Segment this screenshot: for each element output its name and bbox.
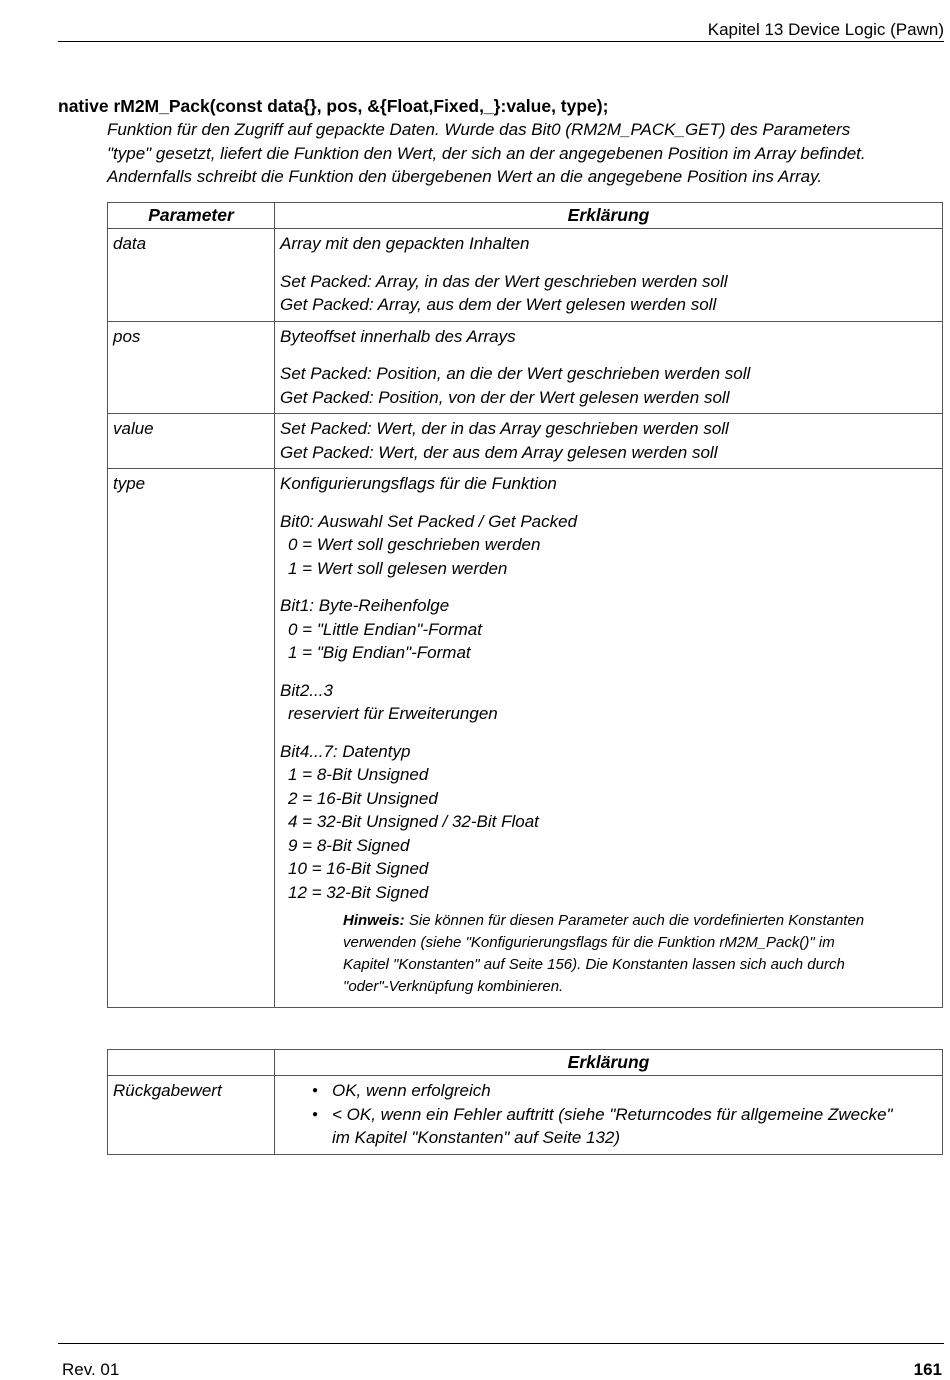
list-item: [280, 1103, 938, 1150]
text-line: 0 = Wert soll geschrieben werden: [288, 535, 541, 554]
text-line: Bit4...7: Datentyp: [280, 741, 411, 761]
header-divider: [58, 41, 944, 42]
text-line: 10 = 16-Bit Signed: [288, 859, 429, 878]
param-name: value: [108, 414, 275, 469]
description-line: Funktion für den Zugriff auf gepackte Daten. Wurde das Bit0 (RM2M_PACK_GET) des Parameters: [107, 120, 851, 139]
hint-text: Kapitel "Konstanten" auf Seite 156). Die Konstanten lassen sich auch durch: [343, 956, 845, 973]
param-name: pos: [108, 321, 275, 414]
function-description: [107, 118, 937, 189]
text-line: Set Packed: Array, in das der Wert geschrieben werden soll: [280, 271, 728, 291]
text-line: 1 = 8-Bit Unsigned: [288, 765, 429, 784]
text-line: 2 = 16-Bit Unsigned: [288, 788, 438, 808]
return-value-table: [107, 1049, 943, 1155]
table-row: [108, 229, 943, 322]
param-explanation: [275, 414, 943, 469]
text-line: < OK, wenn ein Fehler auftritt (siehe "Returncodes für allgemeine Zwecke": [332, 1104, 893, 1124]
hint-note: [343, 910, 938, 998]
footer-divider: [58, 1343, 944, 1344]
param-explanation: [275, 321, 943, 414]
revision-label: Rev. 01: [62, 1360, 120, 1379]
table-header-row: [108, 1050, 943, 1076]
text-line: Bit1: Byte-Reihenfolge: [280, 596, 450, 615]
column-header-parameter: Parameter: [108, 203, 275, 229]
text-line: Set Packed: Position, an die der Wert geschrieben werden soll: [280, 364, 751, 383]
table-header-row: [108, 203, 943, 229]
text-line: Byteoffset innerhalb des Arrays: [280, 326, 516, 346]
column-header-empty: [108, 1050, 275, 1076]
text-line: Set Packed: Wert, der in das Array geschrieben werden soll: [280, 419, 729, 438]
param-name: data: [108, 229, 275, 322]
table-row: [108, 321, 943, 414]
text-line: OK, wenn erfolgreich: [332, 1081, 491, 1100]
text-line: Bit2...3: [280, 680, 333, 700]
return-label: Rückgabewert: [108, 1076, 275, 1155]
hint-text: verwenden (siehe "Konfigurierungsflags für die Funktion rM2M_Pack()" im: [343, 934, 835, 951]
text-line: 12 = 32-Bit Signed: [288, 882, 429, 902]
text-line: Konfigurierungsflags für die Funktion: [280, 474, 557, 493]
return-explanation: [275, 1076, 943, 1155]
param-name: type: [108, 469, 275, 1008]
return-list: [280, 1079, 938, 1150]
text-line: Bit0: Auswahl Set Packed / Get Packed: [280, 511, 578, 531]
text-line: Get Packed: Array, aus dem der Wert gelesen werden soll: [280, 295, 717, 314]
text-line: Get Packed: Position, von der der Wert gelesen werden soll: [280, 387, 730, 407]
parameter-table: [107, 202, 943, 1008]
text-line: reserviert für Erweiterungen: [288, 704, 498, 723]
text-line: 1 = Wert soll gelesen werden: [288, 558, 508, 578]
table-row: [108, 414, 943, 469]
description-line: Andernfalls schreibt die Funktion den übergebenen Wert an die angegebene Position ins Array.: [107, 167, 823, 186]
text-line: Get Packed: Wert, der aus dem Array gelesen werden soll: [280, 442, 718, 462]
param-explanation: [275, 469, 943, 1008]
page-number: 161: [913, 1360, 942, 1379]
column-header-explanation: Erklärung: [275, 203, 943, 229]
text-line: 0 = "Little Endian"-Format: [288, 619, 482, 639]
hint-label: Hinweis:: [343, 912, 405, 929]
description-line: "type" gesetzt, liefert die Funktion den Wert, der sich an der angegebenen Position im Array befindet.: [107, 143, 866, 163]
param-explanation: [275, 229, 943, 322]
text-line: 4 = 32-Bit Unsigned / 32-Bit Float: [288, 812, 539, 831]
chapter-header: Kapitel 13 Device Logic (Pawn): [707, 20, 944, 39]
text-line: Array mit den gepackten Inhalten: [280, 234, 530, 253]
text-line: im Kapitel "Konstanten" auf Seite 132): [332, 1128, 621, 1147]
text-line: 9 = 8-Bit Signed: [288, 835, 410, 855]
table-row: [108, 1076, 943, 1155]
column-header-explanation: Erklärung: [275, 1050, 943, 1076]
table-row: [108, 469, 943, 1008]
hint-text: "oder"-Verknüpfung kombinieren.: [343, 978, 564, 995]
hint-text: Sie können für diesen Parameter auch die vordefinierten Konstanten: [408, 912, 865, 929]
list-item: [280, 1079, 938, 1103]
text-line: 1 = "Big Endian"-Format: [288, 643, 471, 662]
function-signature: native rM2M_Pack(const data{}, pos, &{Float,Fixed,_}:value, type);: [58, 96, 609, 116]
